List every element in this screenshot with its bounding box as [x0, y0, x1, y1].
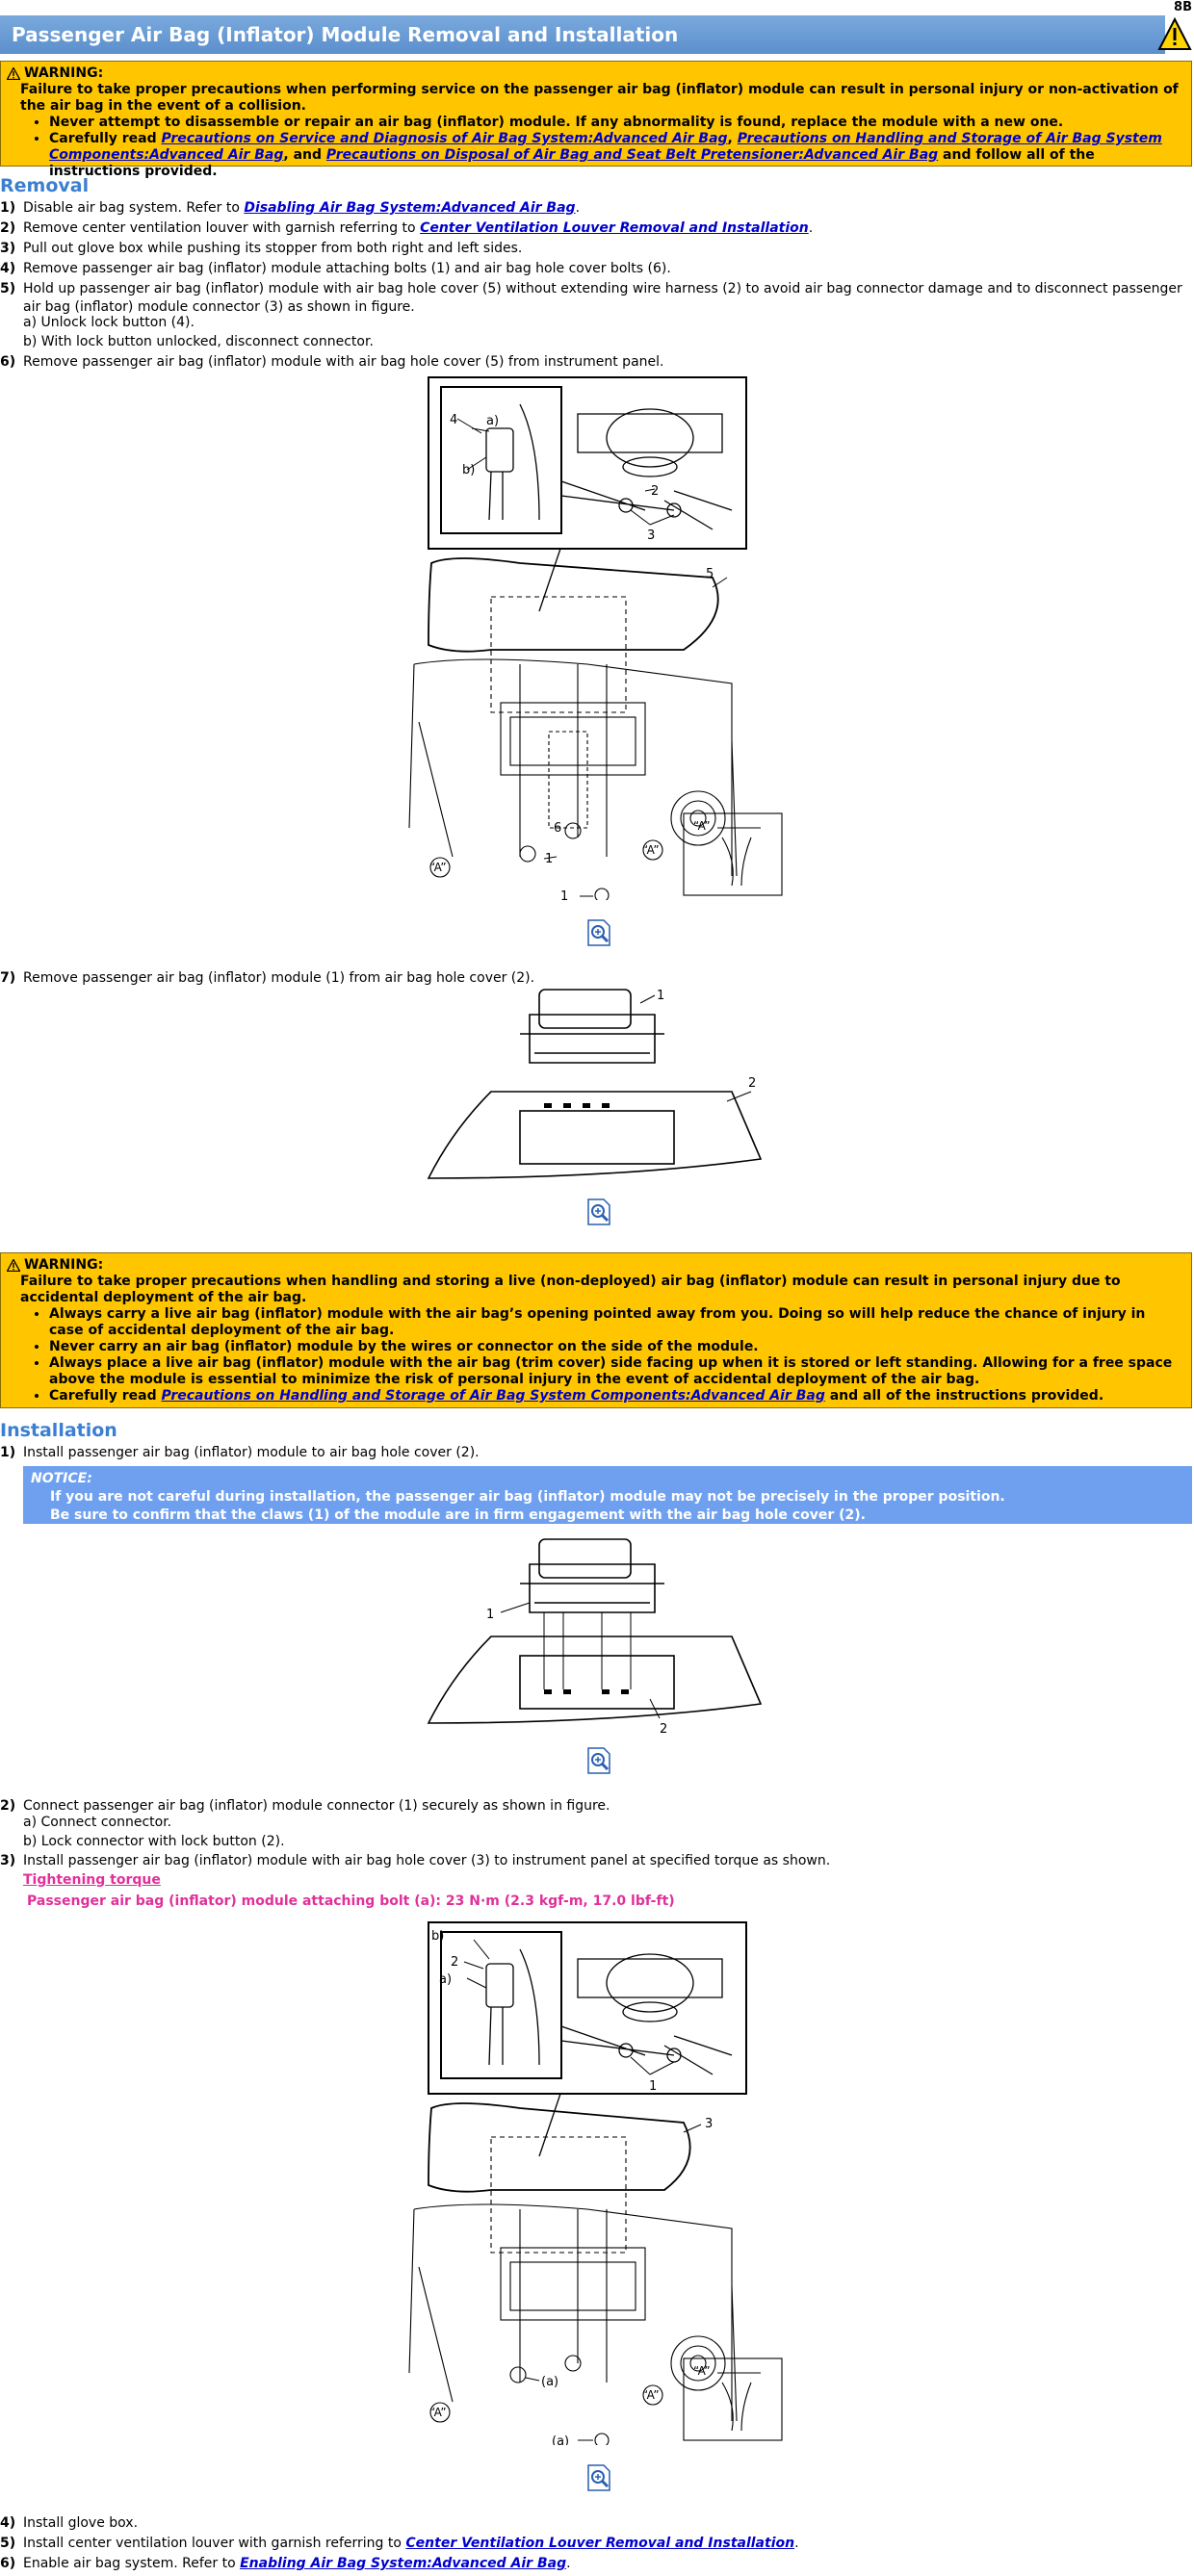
- step-number: 3): [0, 241, 16, 256]
- step-text: Enable air bag system. Refer to: [23, 2556, 241, 2571]
- callout-2: 2: [651, 484, 660, 499]
- link-ventilation-louver[interactable]: Center Ventilation Louver Removal and Installation: [405, 2536, 795, 2551]
- install-step-1: [0, 1444, 1192, 1462]
- link-precautions-service[interactable]: Precautions on Service and Diagnosis of Air Bag System:Advanced Air Bag: [161, 131, 728, 146]
- notice-label: NOTICE:: [31, 1471, 92, 1486]
- callout-1: 1: [649, 2079, 658, 2094]
- step-number: 4): [0, 261, 16, 276]
- step-text: Connect passenger air bag (inflator) module connector (1) securely as shown in figure.: [23, 1798, 610, 1814]
- callout-A-detail: “A”: [693, 2364, 711, 2378]
- step-text: Remove passenger air bag (inflator) module attaching bolts (1) and air bag hole cover bolts (6).: [23, 261, 671, 276]
- callout-2: 2: [748, 1076, 757, 1091]
- warning-bullet: • Never carry an air bag (inflator) module by the wires or connector on the side of the module.: [49, 1339, 1183, 1355]
- callout-b: b): [462, 463, 476, 477]
- warning-label: WARNING:: [24, 65, 104, 81]
- callout-A-left: “A”: [429, 861, 447, 874]
- removal-step-4: [0, 260, 1192, 278]
- bullet-text: Carefully read: [49, 1388, 162, 1404]
- step-number: 7): [0, 970, 16, 986]
- step-number: 3): [0, 1853, 16, 1868]
- callout-4: 4: [450, 413, 458, 427]
- module-install-figure: [424, 1535, 770, 1747]
- link-precautions-handling[interactable]: Precautions on Handling and Storage of Air Bag System Components:Advanced Air Bag: [161, 1388, 825, 1404]
- callout-1: 1: [657, 989, 665, 1003]
- warning-small-icon: [7, 1259, 20, 1272]
- callout-a: a): [486, 414, 500, 428]
- bullet-text: Carefully read: [49, 131, 162, 146]
- callout-6: 6: [554, 821, 562, 836]
- callout-2: 2: [451, 1955, 459, 1970]
- removal-step-2: [0, 219, 1192, 238]
- step-text: Install passenger air bag (inflator) module with air bag hole cover (3) to instrument panel at specified torque as shown.: [23, 1853, 831, 1868]
- callout-1: 1: [545, 852, 554, 866]
- warning-bullet: • Always place a live air bag (inflator) module with the air bag (trim cover) side facing up when it is stored or left standing. Allowing for a free space above the module is essential to minimize the risk of personal injury in the event of accidental deployment of the air bag.: [49, 1355, 1183, 1388]
- zoom-in-icon[interactable]: [586, 1747, 611, 1774]
- warning-bullet: [49, 1388, 1183, 1404]
- callout-a-bolt: (a): [541, 2375, 559, 2389]
- torque-spec: Passenger air bag (inflator) module attaching bolt (a): 23 N·m (2.3 kgf-m, 17.0 lbf-ft): [27, 1893, 675, 1909]
- callout-b: b): [431, 1929, 445, 1944]
- callout-A-detail: “A”: [693, 819, 711, 833]
- warning-triangle-icon: [1157, 17, 1192, 52]
- step-text: .: [566, 2556, 571, 2571]
- zoom-in-icon[interactable]: [586, 919, 611, 946]
- install-step-2a: a) Connect connector.: [23, 1815, 172, 1830]
- step-number: 6): [0, 354, 16, 370]
- link-enabling-air-bag[interactable]: Enabling Air Bag System:Advanced Air Bag: [240, 2556, 567, 2571]
- removal-step-5: [0, 280, 1192, 317]
- callout-A-right: “A”: [642, 2388, 660, 2402]
- step-number: 4): [0, 2515, 16, 2531]
- install-step-5: [0, 2535, 1192, 2553]
- bullet-text: , and: [283, 147, 326, 163]
- callout-1-bottom: 1: [560, 889, 569, 900]
- removal-step-5a: a) Unlock lock button (4).: [23, 315, 195, 330]
- step-text: Install center ventilation louver with garnish referring to: [23, 2536, 406, 2551]
- bullet-text: and follow all of the instructions provided.: [49, 147, 1095, 179]
- step-number: 5): [0, 281, 16, 296]
- step-text: Install passenger air bag (inflator) module to air bag hole cover (2).: [23, 1445, 480, 1460]
- callout-5: 5: [706, 567, 714, 581]
- callout-2: 2: [660, 1722, 668, 1737]
- step-text: Remove passenger air bag (inflator) module (1) from air bag hole cover (2).: [23, 970, 535, 986]
- warning-box-handling: [0, 1252, 1192, 1408]
- page-title: Passenger Air Bag (Inflator) Module Removal and Installation: [0, 15, 1165, 54]
- module-removal-figure: [424, 986, 770, 1188]
- step-text: Install glove box.: [23, 2515, 139, 2531]
- link-precautions-disposal[interactable]: Precautions on Disposal of Air Bag and Seat Belt Pretensioner:Advanced Air Bag: [325, 147, 939, 163]
- callout-3: 3: [647, 528, 656, 543]
- warning-bullet: • Always carry a live air bag (inflator) module with the air bag’s opening pointed away from you. Doing so will help reduce the chance of injury in case of accidental deployment of the air bag.: [49, 1306, 1183, 1339]
- step-number: 5): [0, 2536, 16, 2551]
- step-text: Hold up passenger air bag (inflator) module with air bag hole cover (5) without extending wire harness (2) to avoid air bag connector damage and to disconnect passenger air bag (inflator) module connector (3) as shown in figure.: [23, 281, 1182, 315]
- callout-a: a): [439, 1972, 453, 1987]
- section-code: 8B: [1174, 0, 1192, 14]
- zoom-in-icon[interactable]: [586, 2464, 611, 2491]
- install-step-3: [0, 1852, 1192, 1870]
- callout-1: 1: [486, 1608, 495, 1622]
- installation-diagram-figure: [395, 1920, 799, 2445]
- warning-box-service: [0, 61, 1192, 179]
- install-step-6: [0, 2555, 1192, 2573]
- step-text: Remove passenger air bag (inflator) module with air bag hole cover (5) from instrument panel.: [23, 354, 664, 370]
- step-text: Remove center ventilation louver with garnish referring to: [23, 220, 421, 236]
- removal-step-1: [0, 199, 1192, 218]
- install-step-2b: b) Lock connector with lock button (2).: [23, 1834, 285, 1849]
- link-precautions-handling[interactable]: Precautions on Handling and Storage of Air Bag System Components:Advanced Air Bag: [49, 131, 1162, 163]
- notice-line: If you are not careful during installation, the passenger air bag (inflator) module may not be precisely in the proper position.: [50, 1489, 1005, 1505]
- zoom-in-icon[interactable]: [586, 1198, 611, 1225]
- callout-3: 3: [705, 2117, 714, 2131]
- install-step-2: [0, 1797, 1192, 1816]
- step-text: .: [575, 200, 581, 216]
- step-number: 1): [0, 200, 16, 216]
- tightening-torque-link[interactable]: Tightening torque: [23, 1872, 161, 1888]
- step-number: 6): [0, 2556, 16, 2571]
- notice-line: Be sure to confirm that the claws (1) of the module are in firm engagement with the air bag hole cover (2).: [50, 1507, 866, 1523]
- step-text: Disable air bag system. Refer to: [23, 200, 245, 216]
- warning-intro: Failure to take proper precautions when handling and storing a live (non-deployed) air bag (inflator) module can result in personal injury due to accidental deployment of the air bag.: [20, 1274, 1121, 1305]
- step-number: 2): [0, 1798, 16, 1814]
- notice-box: [23, 1466, 1192, 1524]
- removal-step-3: [0, 240, 1192, 258]
- warning-label: WARNING:: [24, 1257, 104, 1273]
- installation-heading: Installation: [0, 1420, 117, 1441]
- step-number: 2): [0, 220, 16, 236]
- step-number: 1): [0, 1445, 16, 1460]
- step-text: Pull out glove box while pushing its stopper from both right and left sides.: [23, 241, 523, 256]
- install-step-4: [0, 2514, 1192, 2533]
- callout-A-right: “A”: [642, 843, 660, 857]
- link-disabling-air-bag[interactable]: Disabling Air Bag System:Advanced Air Bag: [244, 200, 576, 216]
- warning-intro: Failure to take proper precautions when performing service on the passenger air bag (inflator) module can result in personal injury or non-activation of the air bag in the event of a collision.: [20, 82, 1179, 114]
- warning-bullet: [49, 131, 1183, 180]
- callout-A-left: “A”: [429, 2406, 447, 2419]
- bullet-text: and all of the instructions provided.: [824, 1388, 1104, 1404]
- removal-heading: Removal: [0, 175, 90, 196]
- callout-a-bolt-bottom: (a): [552, 2434, 570, 2445]
- removal-step-5b: b) With lock button unlocked, disconnect connector.: [23, 334, 374, 349]
- link-ventilation-louver[interactable]: Center Ventilation Louver Removal and Installation: [420, 220, 809, 236]
- step-text: .: [808, 220, 814, 236]
- removal-step-6: [0, 353, 1192, 372]
- removal-diagram-figure: [395, 375, 799, 900]
- warning-small-icon: [7, 67, 20, 80]
- step-text: .: [794, 2536, 799, 2551]
- bullet-text: ,: [727, 131, 738, 146]
- warning-bullet: • Never attempt to disassemble or repair an air bag (inflator) module. If any abnormality is found, replace the module with a new one.: [49, 115, 1183, 131]
